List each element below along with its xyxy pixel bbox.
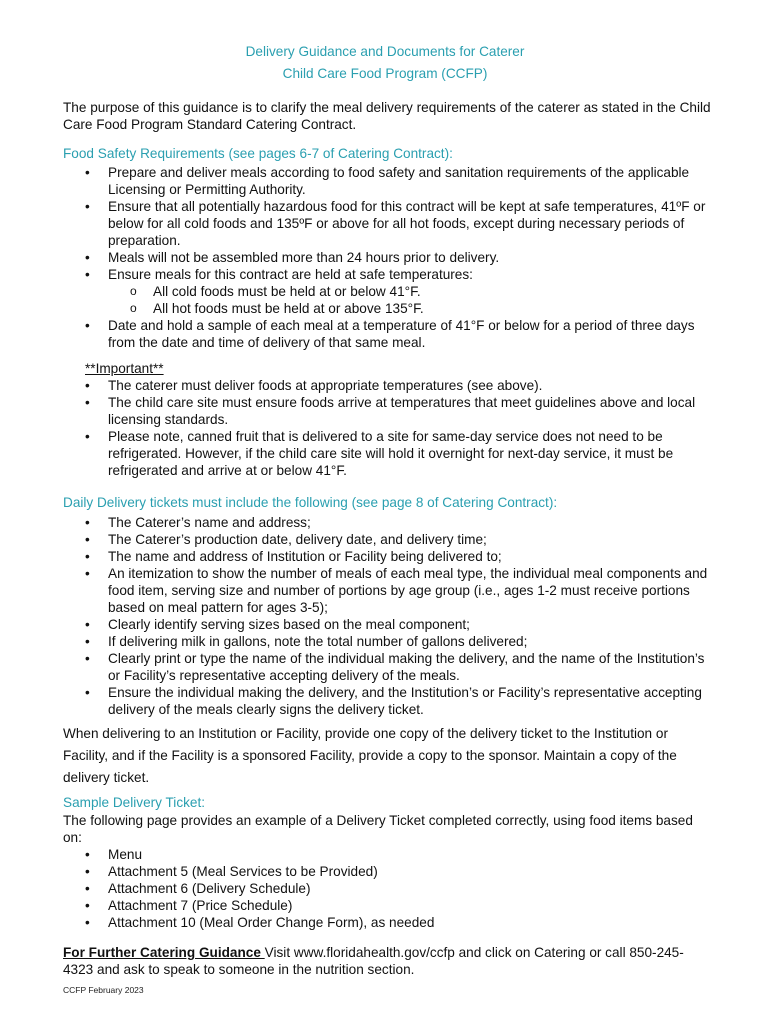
- list-item: • Attachment 10 (Meal Order Change Form), as needed: [63, 914, 711, 931]
- list-item: • If delivering milk in gallons, note the total number of gallons delivered;: [63, 633, 711, 650]
- list-item: • Ensure the individual making the delivery, and the Institution’s or Facility’s representative accepting delivery of the meals clearly signs the delivery ticket.: [63, 684, 711, 718]
- food-safety-list: [63, 164, 711, 351]
- list-item: • Attachment 5 (Meal Services to be Provided): [63, 863, 711, 880]
- list-item: [63, 266, 711, 317]
- document-title: Delivery Guidance and Documents for Caterer: [245, 44, 525, 59]
- important-list: [63, 377, 711, 479]
- list-item: • Ensure that all potentially hazardous food for this contract will be kept at safe temperatures, 41ºF or below for all cold foods and 135ºF or above for all hot foods, except during necessary periods of preparation.: [63, 198, 711, 249]
- list-item: • The name and address of Institution or Facility being delivered to;: [63, 548, 711, 565]
- list-item: • Clearly identify serving sizes based on the meal component;: [63, 616, 711, 633]
- list-item: • Menu: [63, 846, 711, 863]
- list-item: • Clearly print or type the name of the individual making the delivery, and the name of the Institution’s or Facility’s representative accepting delivery of the meals.: [63, 650, 711, 684]
- purpose-paragraph: The purpose of this guidance is to clarify the meal delivery requirements of the caterer as stated in the Child Care Food Program Standard Catering Contract.: [63, 100, 711, 132]
- further-guidance-text: Visit www.floridahealth.gov/ccfp and click on Catering or call 850-245-4323 and ask to speak to someone in the nutrition section.: [63, 945, 684, 977]
- important-heading: **Important**: [85, 361, 164, 376]
- sub-list-item: o All cold foods must be held at or below 41°F.: [108, 283, 711, 300]
- list-item-text: Ensure meals for this contract are held at safe temperatures:: [108, 267, 473, 282]
- sub-list-item: o All hot foods must be held at or above 135°F.: [108, 300, 711, 317]
- delivery-tickets-list: [63, 514, 711, 718]
- sample-ticket-list: [63, 846, 711, 931]
- further-guidance-label: For Further Catering Guidance: [63, 945, 265, 960]
- list-item: • Attachment 6 (Delivery Schedule): [63, 880, 711, 897]
- list-item: • Prepare and deliver meals according to food safety and sanitation requirements of the applicable Licensing or Permitting Authority.: [63, 164, 711, 198]
- list-item: • The caterer must deliver foods at appropriate temperatures (see above).: [63, 377, 711, 394]
- list-item: • Date and hold a sample of each meal at a temperature of 41°F or below for a period of three days from the date and time of delivery of that same meal.: [63, 317, 711, 351]
- sample-ticket-heading: Sample Delivery Ticket:: [63, 795, 206, 810]
- copy-paragraph: When delivering to an Institution or Facility, provide one copy of the delivery ticket to the Institution or Facility, and if the Facility is a sponsored Facility, provide a copy to the sponsor. Maintain a copy of the delivery ticket.: [63, 726, 677, 785]
- list-item: • Meals will not be assembled more than 24 hours prior to delivery.: [63, 249, 711, 266]
- food-safety-heading: Food Safety Requirements (see pages 6-7 of Catering Contract):: [63, 146, 453, 161]
- list-item: • The child care site must ensure foods arrive at temperatures that meet guidelines above and local licensing standards.: [63, 394, 711, 428]
- list-item: • An itemization to show the number of meals of each meal type, the individual meal components and food item, serving size and number of portions by age group (i.e., ages 1-2 must receive portions based on meal pattern for ages 3-5);: [63, 565, 711, 616]
- temperature-sublist: [108, 283, 711, 317]
- document-subtitle: Child Care Food Program (CCFP): [282, 66, 488, 81]
- list-item: • Please note, canned fruit that is delivered to a site for same-day service does not need to be refrigerated. However, if the child care site will hold it overnight for next-day service, it must be refrigerated and arrive at or below 41°F.: [63, 428, 711, 479]
- list-item: • The Caterer’s name and address;: [63, 514, 711, 531]
- list-item: • Attachment 7 (Price Schedule): [63, 897, 711, 914]
- list-item: • The Caterer’s production date, delivery date, and delivery time;: [63, 531, 711, 548]
- further-guidance: [63, 944, 713, 978]
- delivery-tickets-heading: Daily Delivery tickets must include the following (see page 8 of Catering Contract):: [63, 495, 558, 510]
- sample-ticket-intro: The following page provides an example of a Delivery Ticket completed correctly, using food items based on:: [63, 813, 693, 845]
- footer-text: CCFP February 2023: [63, 985, 144, 995]
